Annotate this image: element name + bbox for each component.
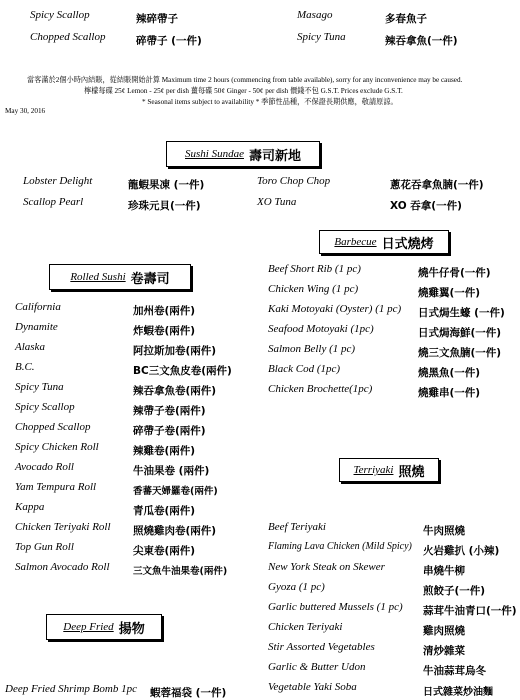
section-title-chinese: 日式燒烤 xyxy=(381,236,434,252)
menu-item-chinese: 三文魚牛油果卷(兩件) xyxy=(133,566,228,577)
menu-item-chinese: 日式焗生蠔 (一件) xyxy=(418,307,505,319)
section-header-rolled-sushi xyxy=(49,264,191,290)
menu-item-chinese: 燒雞串(一件) xyxy=(418,387,481,399)
menu-item-name: Scallop Pearl xyxy=(23,196,84,208)
menu-item-name: Yam Tempura Roll xyxy=(15,481,97,493)
menu-item-name: Garlic buttered Mussels (1 pc) xyxy=(268,601,403,613)
menu-item-chinese: 辣碎帶子 xyxy=(136,13,178,25)
menu-item-chinese: 串燒牛柳 xyxy=(423,565,465,577)
menu-item-chinese: 燒三文魚腩(一件) xyxy=(418,347,502,359)
menu-item-chinese: 蒜茸牛油青口(一件) xyxy=(423,605,517,617)
menu-item-chinese: 蝦蓉福袋 (一件) xyxy=(150,687,227,699)
menu-item-chinese: 燒雞翼(一件) xyxy=(418,287,481,299)
section-header-barbecue xyxy=(319,230,449,254)
section-header-sushi-sundae xyxy=(166,141,320,167)
menu-item-chinese: 龍蝦果凍 (一件) xyxy=(128,179,205,191)
menu-date: May 30, 2016 xyxy=(5,107,46,115)
menu-item-chinese: 尖東卷(兩件) xyxy=(133,545,196,557)
menu-item-chinese: 碎帶子卷(兩件) xyxy=(133,425,206,437)
section-title-chinese: 壽司新地 xyxy=(248,148,301,164)
section-title-english: Sushi Sundae xyxy=(185,148,244,160)
menu-item-name: Spicy Scallop xyxy=(30,9,90,21)
menu-item-chinese: 燒黑魚(一件) xyxy=(418,367,481,379)
menu-item-chinese: 照燒雞肉卷(兩件) xyxy=(133,525,217,537)
section-title-chinese: 揚物 xyxy=(118,621,145,637)
menu-item-chinese: 雞肉照燒 xyxy=(423,625,465,637)
menu-item-chinese: 加州卷(兩件) xyxy=(133,305,196,317)
menu-item-name: California xyxy=(15,301,61,313)
menu-item-name: Stir Assorted Vegetables xyxy=(268,641,375,653)
menu-item-chinese: 牛油蒜茸烏冬 xyxy=(423,665,486,677)
menu-item-name: Lobster Delight xyxy=(23,175,93,187)
section-title-english: Deep Fried xyxy=(63,621,114,633)
menu-item-name: Flaming Lava Chicken (Mild Spicy) xyxy=(268,541,412,552)
menu-item-chinese: 辣帶子卷(兩件) xyxy=(133,405,206,417)
menu-item-chinese: 煎餃子(一件) xyxy=(423,585,486,597)
menu-item-chinese: 多春魚子 xyxy=(385,13,427,25)
menu-item-name: Vegetable Yaki Soba xyxy=(268,681,357,693)
menu-item-name: New York Steak on Skewer xyxy=(268,561,385,573)
menu-item-name: Beef Teriyaki xyxy=(268,521,326,533)
menu-item-name: Spicy Tuna xyxy=(15,381,64,393)
menu-item-chinese: 辣吞拿魚(一件) xyxy=(385,35,458,47)
menu-item-name: Garlic & Butter Udon xyxy=(268,661,366,673)
menu-item-chinese: 炸蝦卷(兩件) xyxy=(133,325,196,337)
menu-item-name: Kaki Motoyaki (Oyster) (1 pc) xyxy=(268,303,402,315)
menu-item-name: Beef Short Rib (1 pc) xyxy=(268,263,361,275)
menu-item-name: XO Tuna xyxy=(257,196,297,208)
section-title-chinese: 卷壽司 xyxy=(130,271,170,287)
menu-item-name: Gyoza (1 pc) xyxy=(268,581,325,593)
menu-item-name: Kappa xyxy=(15,501,45,513)
menu-item-name: Spicy Scallop xyxy=(15,401,75,413)
menu-item-name: Alaska xyxy=(15,341,45,353)
section-title-english: Terriyaki xyxy=(353,464,394,476)
menu-item-name: B.C. xyxy=(15,361,35,373)
menu-item-chinese: 青瓜卷(兩件) xyxy=(133,505,196,517)
menu-item-name: Spicy Tuna xyxy=(297,31,346,43)
seasonal-note: * Seasonal items subject to availability * 季節性品種，不保證長期供應，敬請原諒。 xyxy=(142,98,398,106)
menu-item-chinese: BC三文魚皮卷(兩件) xyxy=(133,365,232,377)
menu-item-chinese: 日式雜菜炒油麵 xyxy=(423,687,493,698)
menu-item-chinese: 蔥花吞拿魚腩(一件) xyxy=(390,179,484,191)
section-title-english: Rolled Sushi xyxy=(70,271,126,283)
menu-item-chinese: 燒牛仔骨(一件) xyxy=(418,267,491,279)
menu-item-name: Salmon Avocado Roll xyxy=(15,561,110,573)
time-limit-note: 當客滿於2個小時內結賬，從結賬開始計算 Maximum time 2 hours (commencing from table available), sorry for any inconvenience may be caused. xyxy=(27,76,463,84)
menu-item-chinese: XO 吞拿(一件) xyxy=(390,200,462,212)
menu-item-chinese: 牛肉照燒 xyxy=(423,525,465,537)
menu-item-chinese: 牛油果卷 (兩件) xyxy=(133,465,210,477)
menu-item-chinese: 火岩雞扒 (小辣) xyxy=(423,545,500,557)
menu-item-name: Salmon Belly (1 pc) xyxy=(268,343,356,355)
menu-item-name: Chicken Brochette(1pc) xyxy=(268,383,373,395)
menu-item-name: Chopped Scallop xyxy=(30,31,106,43)
menu-item-name: Black Cod (1pc) xyxy=(268,363,341,375)
menu-item-name: Top Gun Roll xyxy=(15,541,74,553)
menu-item-name: Chicken Wing (1 pc) xyxy=(268,283,359,295)
extras-price-note: 檸檬每碟 25¢ Lemon - 25¢ per dish 薑每碟 50¢ Ginger - 50¢ per dish 價錢不包 G.S.T. Prices exclude G.S.T. xyxy=(84,87,403,95)
menu-item-name: Toro Chop Chop xyxy=(257,175,331,187)
menu-item-chinese: 清炒雜菜 xyxy=(423,645,465,657)
menu-item-chinese: 日式焗海鮮(一件) xyxy=(418,327,502,339)
section-header-teriyaki xyxy=(339,458,439,482)
menu-item-name: Chopped Scallop xyxy=(15,421,91,433)
menu-item-name: Deep Fried Shrimp Bomb 1pc xyxy=(5,683,137,695)
menu-item-name: Masago xyxy=(297,9,333,21)
menu-item-chinese: 碎帶子 (一件) xyxy=(136,35,202,47)
menu-item-chinese: 阿拉斯加卷(兩件) xyxy=(133,345,217,357)
menu-item-chinese: 辣雞卷(兩件) xyxy=(133,445,196,457)
menu-item-name: Spicy Chicken Roll xyxy=(15,441,99,453)
section-header-deep-fried xyxy=(46,614,162,640)
section-title-english: Barbecue xyxy=(334,236,377,248)
section-title-chinese: 照燒 xyxy=(398,464,425,480)
menu-item-name: Dynamite xyxy=(15,321,58,333)
menu-item-chinese: 辣吞拿魚卷(兩件) xyxy=(133,385,217,397)
menu-item-name: Chicken Teriyaki xyxy=(268,621,343,633)
menu-item-chinese: 香蕃天婦羅卷(兩件) xyxy=(133,486,218,497)
menu-item-name: Avocado Roll xyxy=(15,461,74,473)
menu-item-name: Chicken Teriyaki Roll xyxy=(15,521,111,533)
menu-item-chinese: 珍珠元貝(一件) xyxy=(128,200,201,212)
menu-item-name: Seafood Motoyaki (1pc) xyxy=(268,323,374,335)
